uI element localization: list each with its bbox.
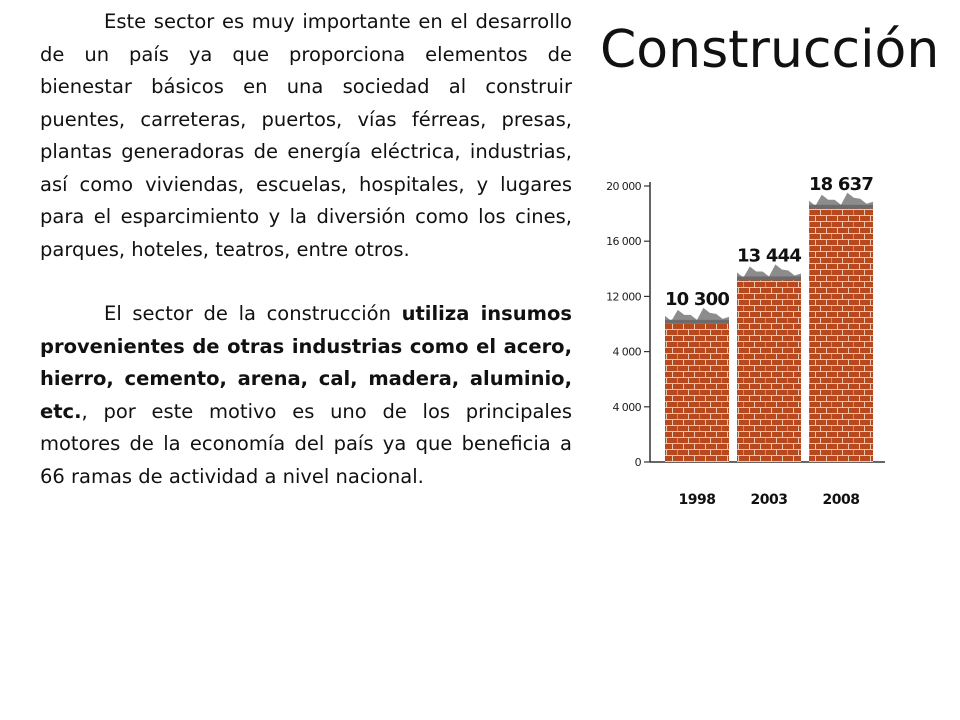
paragraph-2 [40,298,572,493]
data-label-2008: 18 637 [808,173,874,195]
y-tick-label: 16 000 [606,235,641,249]
bar-1998 [665,308,729,462]
y-tick-label: 4 000 [612,400,641,414]
bar-2008 [809,193,873,462]
category-label-2003: 2003 [750,492,788,508]
bar-2003 [737,264,801,462]
category-label-1998: 1998 [678,492,716,508]
bar-bricks [737,276,801,462]
chart-svg [590,150,930,520]
bar-bricks [665,320,729,462]
bar-bricks [809,205,873,462]
body-text [40,6,572,493]
bar-roof-band [665,320,729,324]
bar-roof-band [809,205,873,209]
data-label-1998: 10 300 [664,288,730,310]
paragraph-2-bold: utiliza insumos provenientes de otras industrias como el acero, hierro, cemento, arena, cal, madera, aluminio, etc. [40,302,572,423]
paragraph-2-end: , por este motivo es uno de los principales motores de la economía del país ya que beneficia a 66 ramas de actividad a nivel nacional. [40,399,572,488]
y-tick-label: 12 000 [606,290,641,304]
slide-title: Construcción [600,20,940,80]
data-label-2003: 13 444 [736,245,802,267]
paragraph-1: Este sector es muy importante en el desarrollo de un país ya que proporciona elementos de bienestar básicos en una sociedad al construir puentes, carreteras, puertos, vías férreas, presas, plantas generadoras de energía eléctrica, industrias, así como viviendas, escuelas, hospitales, y lugares para el esparcimiento y la diversión como los cines, parques, hoteles, teatros, entre otros. [40,10,572,261]
y-tick-label: 4 000 [612,345,641,359]
y-tick-label: 0 [634,456,641,469]
bar-roof-band [737,276,801,280]
y-tick-label: 20 000 [606,180,641,193]
construction-bar-chart [590,150,930,520]
category-label-2008: 2008 [822,492,860,508]
paragraph-2-start: El sector de la construcción [104,302,402,325]
